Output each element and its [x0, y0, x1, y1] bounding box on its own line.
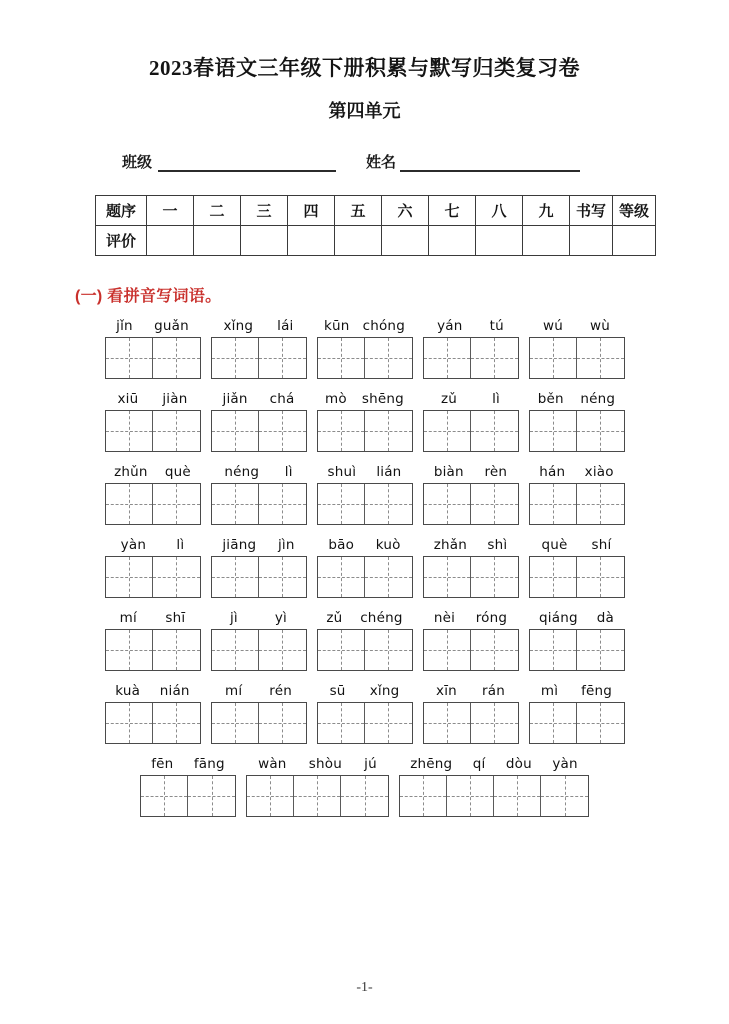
- pinyin-syllable: zǔ: [441, 391, 458, 407]
- character-grid-cell[interactable]: [471, 338, 518, 378]
- pinyin-word-item: [317, 318, 413, 379]
- character-grid-box[interactable]: [211, 702, 307, 744]
- character-grid-cell[interactable]: [424, 484, 471, 524]
- character-grid-cell[interactable]: [530, 557, 577, 597]
- pinyin-syllable: kuà: [115, 683, 141, 699]
- character-grid-box[interactable]: [317, 629, 413, 671]
- pinyin-text: [530, 391, 624, 407]
- character-grid-cell[interactable]: [259, 484, 306, 524]
- pinyin-word-item: [105, 610, 201, 671]
- character-grid-box[interactable]: [423, 629, 519, 671]
- pinyin-syllable: kuò: [375, 537, 401, 553]
- pinyin-syllable: néng: [580, 391, 616, 407]
- pinyin-text: [106, 391, 200, 407]
- pinyin-syllable: běn: [537, 391, 564, 407]
- character-grid-cell[interactable]: [365, 411, 412, 451]
- pinyin-text: [106, 318, 200, 334]
- pinyin-word-item: [211, 318, 307, 379]
- page-number: -1-: [356, 980, 373, 995]
- pinyin-word-item: [317, 683, 413, 744]
- character-grid-box[interactable]: [529, 483, 625, 525]
- pinyin-text: [212, 610, 306, 626]
- pinyin-text: [212, 537, 306, 553]
- pinyin-syllable: qí: [472, 756, 486, 772]
- pinyin-word-item: [246, 756, 389, 817]
- pinyin-syllable: què: [164, 464, 191, 480]
- pinyin-syllable: xiào: [584, 464, 614, 480]
- character-grid-cell[interactable]: [318, 484, 365, 524]
- character-grid-cell[interactable]: [188, 776, 235, 816]
- pinyin-word-item: [317, 391, 413, 452]
- pinyin-row: [0, 464, 729, 525]
- pinyin-syllable: lì: [492, 391, 500, 407]
- pinyin-word-item: [423, 537, 519, 598]
- pinyin-syllable: lián: [376, 464, 402, 480]
- pinyin-syllable: xīn: [436, 683, 457, 699]
- character-grid-box[interactable]: [317, 556, 413, 598]
- character-grid-box[interactable]: [423, 410, 519, 452]
- character-grid-box[interactable]: [317, 410, 413, 452]
- pinyin-syllable: zhǔn: [114, 464, 148, 480]
- class-input-rule[interactable]: [158, 157, 336, 172]
- pinyin-word-item: [529, 537, 625, 598]
- score-column-header: 等级: [613, 196, 656, 226]
- character-grid-cell[interactable]: [365, 338, 412, 378]
- pinyin-text: [106, 464, 200, 480]
- pinyin-syllable: néng: [224, 464, 260, 480]
- row-header-evaluation: 评价: [96, 226, 147, 256]
- character-grid-cell[interactable]: [365, 484, 412, 524]
- character-grid-cell[interactable]: [106, 484, 153, 524]
- pinyin-word-item: [140, 756, 236, 817]
- score-column-header: 四: [288, 196, 335, 226]
- pinyin-syllable: jiāng: [222, 537, 257, 553]
- pinyin-text: [212, 464, 306, 480]
- pinyin-text: [318, 610, 412, 626]
- pinyin-syllable: shí: [591, 537, 612, 553]
- character-grid-cell[interactable]: [577, 411, 624, 451]
- pinyin-syllable: fāng: [193, 756, 225, 772]
- pinyin-word-item: [399, 756, 589, 817]
- score-evaluation-cell[interactable]: [429, 226, 476, 256]
- pinyin-text: [424, 318, 518, 334]
- character-grid-cell[interactable]: [471, 630, 518, 670]
- character-grid-cell[interactable]: [471, 557, 518, 597]
- pinyin-word-item: [423, 610, 519, 671]
- character-grid-box[interactable]: [423, 483, 519, 525]
- pinyin-text: [106, 683, 200, 699]
- pinyin-syllable: mì: [540, 683, 559, 699]
- character-grid-box[interactable]: [105, 410, 201, 452]
- pinyin-syllable: hán: [539, 464, 566, 480]
- character-grid-box[interactable]: [246, 775, 389, 817]
- pinyin-syllable: shòu: [308, 756, 342, 772]
- character-grid-cell[interactable]: [318, 703, 365, 743]
- pinyin-text: [318, 683, 412, 699]
- pinyin-row: [0, 683, 729, 744]
- pinyin-syllable: wàn: [258, 756, 287, 772]
- pinyin-syllable: fēng: [581, 683, 613, 699]
- score-evaluation-cell[interactable]: [147, 226, 194, 256]
- pinyin-syllable: bāo: [328, 537, 355, 553]
- pinyin-word-item: [211, 537, 307, 598]
- pinyin-syllable: zhǎn: [433, 537, 467, 553]
- score-column-header: 六: [382, 196, 429, 226]
- pinyin-text: [212, 391, 306, 407]
- section-one-heading: (一) 看拼音写词语。: [75, 288, 222, 305]
- pinyin-text: [247, 756, 388, 772]
- character-grid-cell[interactable]: [153, 703, 200, 743]
- pinyin-syllable: zhēng: [410, 756, 453, 772]
- pinyin-syllable: xǐng: [223, 318, 254, 334]
- pinyin-text: [424, 610, 518, 626]
- character-grid-cell[interactable]: [153, 630, 200, 670]
- score-evaluation-cell[interactable]: [382, 226, 429, 256]
- pinyin-syllable: rén: [269, 683, 292, 699]
- pinyin-syllable: xiū: [117, 391, 139, 407]
- pinyin-syllable: yán: [437, 318, 463, 334]
- pinyin-text: [106, 537, 200, 553]
- character-grid-box[interactable]: [211, 483, 307, 525]
- score-evaluation-cell[interactable]: [570, 226, 613, 256]
- pinyin-text: [530, 537, 624, 553]
- pinyin-word-item: [211, 464, 307, 525]
- character-grid-cell[interactable]: [447, 776, 494, 816]
- pinyin-syllable: shī: [165, 610, 186, 626]
- student-info-line: [0, 151, 729, 172]
- pinyin-text: [530, 610, 624, 626]
- pinyin-word-item: [423, 318, 519, 379]
- score-evaluation-cell[interactable]: [288, 226, 335, 256]
- character-grid-cell[interactable]: [153, 411, 200, 451]
- pinyin-syllable: sū: [329, 683, 346, 699]
- character-grid-cell[interactable]: [530, 411, 577, 451]
- pinyin-syllable: mí: [119, 610, 137, 626]
- character-grid-box[interactable]: [529, 410, 625, 452]
- pinyin-syllable: kūn: [324, 318, 350, 334]
- character-grid-cell[interactable]: [318, 557, 365, 597]
- character-grid-box[interactable]: [105, 702, 201, 744]
- character-grid-cell[interactable]: [577, 484, 624, 524]
- pinyin-word-item: [529, 318, 625, 379]
- character-grid-cell[interactable]: [294, 776, 341, 816]
- character-grid-cell[interactable]: [106, 557, 153, 597]
- character-grid-box[interactable]: [423, 337, 519, 379]
- character-grid-box[interactable]: [211, 337, 307, 379]
- score-evaluation-cell[interactable]: [523, 226, 570, 256]
- score-column-header: 八: [476, 196, 523, 226]
- score-evaluation-cell[interactable]: [613, 226, 656, 256]
- character-grid-box[interactable]: [317, 483, 413, 525]
- pinyin-text: [530, 464, 624, 480]
- character-grid-cell[interactable]: [212, 338, 259, 378]
- pinyin-syllable: róng: [475, 610, 508, 626]
- score-table-wrapper: [0, 172, 729, 256]
- character-grid-box[interactable]: [105, 629, 201, 671]
- pinyin-syllable: nèi: [433, 610, 456, 626]
- character-grid-cell[interactable]: [318, 411, 365, 451]
- name-input-rule[interactable]: [400, 157, 580, 172]
- pinyin-text: [424, 537, 518, 553]
- pinyin-text: [318, 318, 412, 334]
- character-grid-cell[interactable]: [494, 776, 541, 816]
- pinyin-word-item: [317, 537, 413, 598]
- character-grid-cell[interactable]: [365, 703, 412, 743]
- character-grid-box[interactable]: [211, 556, 307, 598]
- pinyin-syllable: jìn: [277, 537, 295, 553]
- character-grid-cell[interactable]: [259, 703, 306, 743]
- character-grid-box[interactable]: [399, 775, 589, 817]
- character-grid-box[interactable]: [105, 556, 201, 598]
- pinyin-syllable: chóng: [362, 318, 405, 334]
- character-grid-cell[interactable]: [212, 557, 259, 597]
- pinyin-syllable: nián: [159, 683, 190, 699]
- character-grid-cell[interactable]: [212, 703, 259, 743]
- pinyin-text: [318, 464, 412, 480]
- pinyin-text: [530, 683, 624, 699]
- score-column-header: 书写: [570, 196, 613, 226]
- pinyin-syllable: lì: [284, 464, 293, 480]
- character-grid-cell[interactable]: [530, 338, 577, 378]
- score-evaluation-cell[interactable]: [335, 226, 382, 256]
- character-grid-cell[interactable]: [471, 703, 518, 743]
- pinyin-syllable: rèn: [484, 464, 508, 480]
- character-grid-cell[interactable]: [424, 338, 471, 378]
- character-grid-box[interactable]: [317, 337, 413, 379]
- table-row: [96, 196, 656, 226]
- character-grid-cell[interactable]: [318, 630, 365, 670]
- score-column-header: 一: [147, 196, 194, 226]
- character-grid-cell[interactable]: [106, 630, 153, 670]
- character-grid-cell[interactable]: [318, 338, 365, 378]
- pinyin-syllable: dà: [596, 610, 614, 626]
- pinyin-syllable: yàn: [120, 537, 147, 553]
- character-grid-box[interactable]: [529, 337, 625, 379]
- character-grid-cell[interactable]: [106, 338, 153, 378]
- document-title: 2023春语文三年级下册积累与默写归类复习卷: [149, 56, 580, 80]
- pinyin-row: [0, 610, 729, 671]
- character-grid-cell[interactable]: [424, 630, 471, 670]
- pinyin-row: [0, 391, 729, 452]
- table-row: [96, 226, 656, 256]
- pinyin-syllable: wú: [543, 318, 563, 334]
- pinyin-row: [0, 756, 729, 817]
- pinyin-text: [424, 464, 518, 480]
- pinyin-word-item: [423, 683, 519, 744]
- character-grid-box[interactable]: [317, 702, 413, 744]
- pinyin-word-item: [529, 683, 625, 744]
- pinyin-syllable: chá: [269, 391, 295, 407]
- character-grid-cell[interactable]: [577, 557, 624, 597]
- pinyin-syllable: mò: [325, 391, 347, 407]
- character-grid-cell[interactable]: [471, 411, 518, 451]
- character-grid-box[interactable]: [140, 775, 236, 817]
- pinyin-syllable: shì: [487, 537, 508, 553]
- character-grid-box[interactable]: [529, 556, 625, 598]
- pinyin-syllable: jǐn: [116, 318, 133, 334]
- pinyin-row: [0, 318, 729, 379]
- pinyin-syllable: fēn: [151, 756, 174, 772]
- pinyin-word-item: [105, 537, 201, 598]
- pinyin-word-item: [317, 610, 413, 671]
- pinyin-word-item: [423, 391, 519, 452]
- character-grid-cell[interactable]: [365, 630, 412, 670]
- pinyin-word-item: [105, 391, 201, 452]
- pinyin-syllable: jiǎn: [222, 391, 248, 407]
- pinyin-syllable: jì: [229, 610, 238, 626]
- character-grid-box[interactable]: [105, 337, 201, 379]
- character-grid-cell[interactable]: [577, 338, 624, 378]
- score-column-header: 七: [429, 196, 476, 226]
- pinyin-text: [318, 391, 412, 407]
- pinyin-syllable: shēng: [361, 391, 404, 407]
- pinyin-word-item: [529, 391, 625, 452]
- pinyin-text: [424, 391, 518, 407]
- character-grid-cell[interactable]: [259, 630, 306, 670]
- pinyin-word-item: [211, 610, 307, 671]
- character-grid-cell[interactable]: [259, 338, 306, 378]
- character-grid-box[interactable]: [211, 410, 307, 452]
- character-grid-cell[interactable]: [530, 484, 577, 524]
- character-grid-cell[interactable]: [153, 557, 200, 597]
- class-label: 班级: [122, 155, 153, 171]
- character-grid-cell[interactable]: [530, 630, 577, 670]
- character-grid-cell[interactable]: [259, 557, 306, 597]
- character-grid-cell[interactable]: [259, 411, 306, 451]
- pinyin-syllable: tú: [489, 318, 504, 334]
- pinyin-text: [141, 756, 235, 772]
- character-grid-box[interactable]: [529, 702, 625, 744]
- pinyin-syllable: jiàn: [162, 391, 188, 407]
- pinyin-word-item: [529, 464, 625, 525]
- score-table: [95, 195, 656, 256]
- character-grid-cell[interactable]: [247, 776, 294, 816]
- character-grid-cell[interactable]: [106, 411, 153, 451]
- pinyin-syllable: lì: [176, 537, 185, 553]
- character-grid-cell[interactable]: [577, 703, 624, 743]
- character-grid-box[interactable]: [423, 556, 519, 598]
- pinyin-word-item: [105, 318, 201, 379]
- character-grid-cell[interactable]: [471, 484, 518, 524]
- character-grid-cell[interactable]: [424, 703, 471, 743]
- character-grid-cell[interactable]: [400, 776, 447, 816]
- pinyin-syllable: mí: [224, 683, 243, 699]
- character-grid-cell[interactable]: [365, 557, 412, 597]
- pinyin-syllable: xǐng: [369, 683, 400, 699]
- pinyin-word-item: [423, 464, 519, 525]
- pinyin-syllable: qiáng: [539, 610, 578, 626]
- character-grid-cell[interactable]: [424, 411, 471, 451]
- pinyin-syllable: dòu: [505, 756, 532, 772]
- character-grid-box[interactable]: [105, 483, 201, 525]
- character-grid-cell[interactable]: [541, 776, 588, 816]
- character-grid-cell[interactable]: [530, 703, 577, 743]
- pinyin-text: [400, 756, 588, 772]
- pinyin-word-item: [105, 464, 201, 525]
- character-grid-cell[interactable]: [341, 776, 388, 816]
- pinyin-syllable: chéng: [360, 610, 403, 626]
- pinyin-syllable: què: [541, 537, 568, 553]
- pinyin-syllable: yàn: [552, 756, 578, 772]
- character-grid-cell[interactable]: [153, 338, 200, 378]
- pinyin-word-item: [317, 464, 413, 525]
- score-column-header: 九: [523, 196, 570, 226]
- character-grid-box[interactable]: [529, 629, 625, 671]
- score-column-header: 五: [335, 196, 382, 226]
- row-header-question-order: 题序: [96, 196, 147, 226]
- character-grid-cell[interactable]: [153, 484, 200, 524]
- character-grid-cell[interactable]: [212, 630, 259, 670]
- pinyin-word-item: [211, 683, 307, 744]
- pinyin-word-item: [529, 610, 625, 671]
- pinyin-exercise-area: [0, 306, 729, 817]
- character-grid-cell[interactable]: [106, 703, 153, 743]
- pinyin-syllable: biàn: [433, 464, 464, 480]
- pinyin-text: [212, 683, 306, 699]
- character-grid-cell[interactable]: [424, 557, 471, 597]
- score-evaluation-cell[interactable]: [241, 226, 288, 256]
- pinyin-syllable: guǎn: [154, 318, 189, 334]
- pinyin-text: [212, 318, 306, 334]
- pinyin-syllable: zǔ: [326, 610, 343, 626]
- character-grid-cell[interactable]: [141, 776, 188, 816]
- document-subtitle: 第四单元: [328, 101, 401, 121]
- pinyin-text: [318, 537, 412, 553]
- score-evaluation-cell[interactable]: [476, 226, 523, 256]
- pinyin-word-item: [211, 391, 307, 452]
- score-column-header: 二: [194, 196, 241, 226]
- character-grid-box[interactable]: [211, 629, 307, 671]
- pinyin-text: [424, 683, 518, 699]
- character-grid-cell[interactable]: [212, 411, 259, 451]
- score-evaluation-cell[interactable]: [194, 226, 241, 256]
- pinyin-text: [530, 318, 624, 334]
- pinyin-text: [106, 610, 200, 626]
- pinyin-syllable: shuì: [327, 464, 357, 480]
- character-grid-box[interactable]: [423, 702, 519, 744]
- pinyin-syllable: lái: [277, 318, 294, 334]
- pinyin-word-item: [105, 683, 201, 744]
- pinyin-syllable: yì: [274, 610, 287, 626]
- score-column-header: 三: [241, 196, 288, 226]
- name-label: 姓名: [366, 155, 397, 171]
- character-grid-cell[interactable]: [212, 484, 259, 524]
- pinyin-syllable: wù: [590, 318, 610, 334]
- pinyin-row: [0, 537, 729, 598]
- pinyin-syllable: jú: [364, 756, 377, 772]
- character-grid-cell[interactable]: [577, 630, 624, 670]
- pinyin-syllable: rán: [481, 683, 505, 699]
